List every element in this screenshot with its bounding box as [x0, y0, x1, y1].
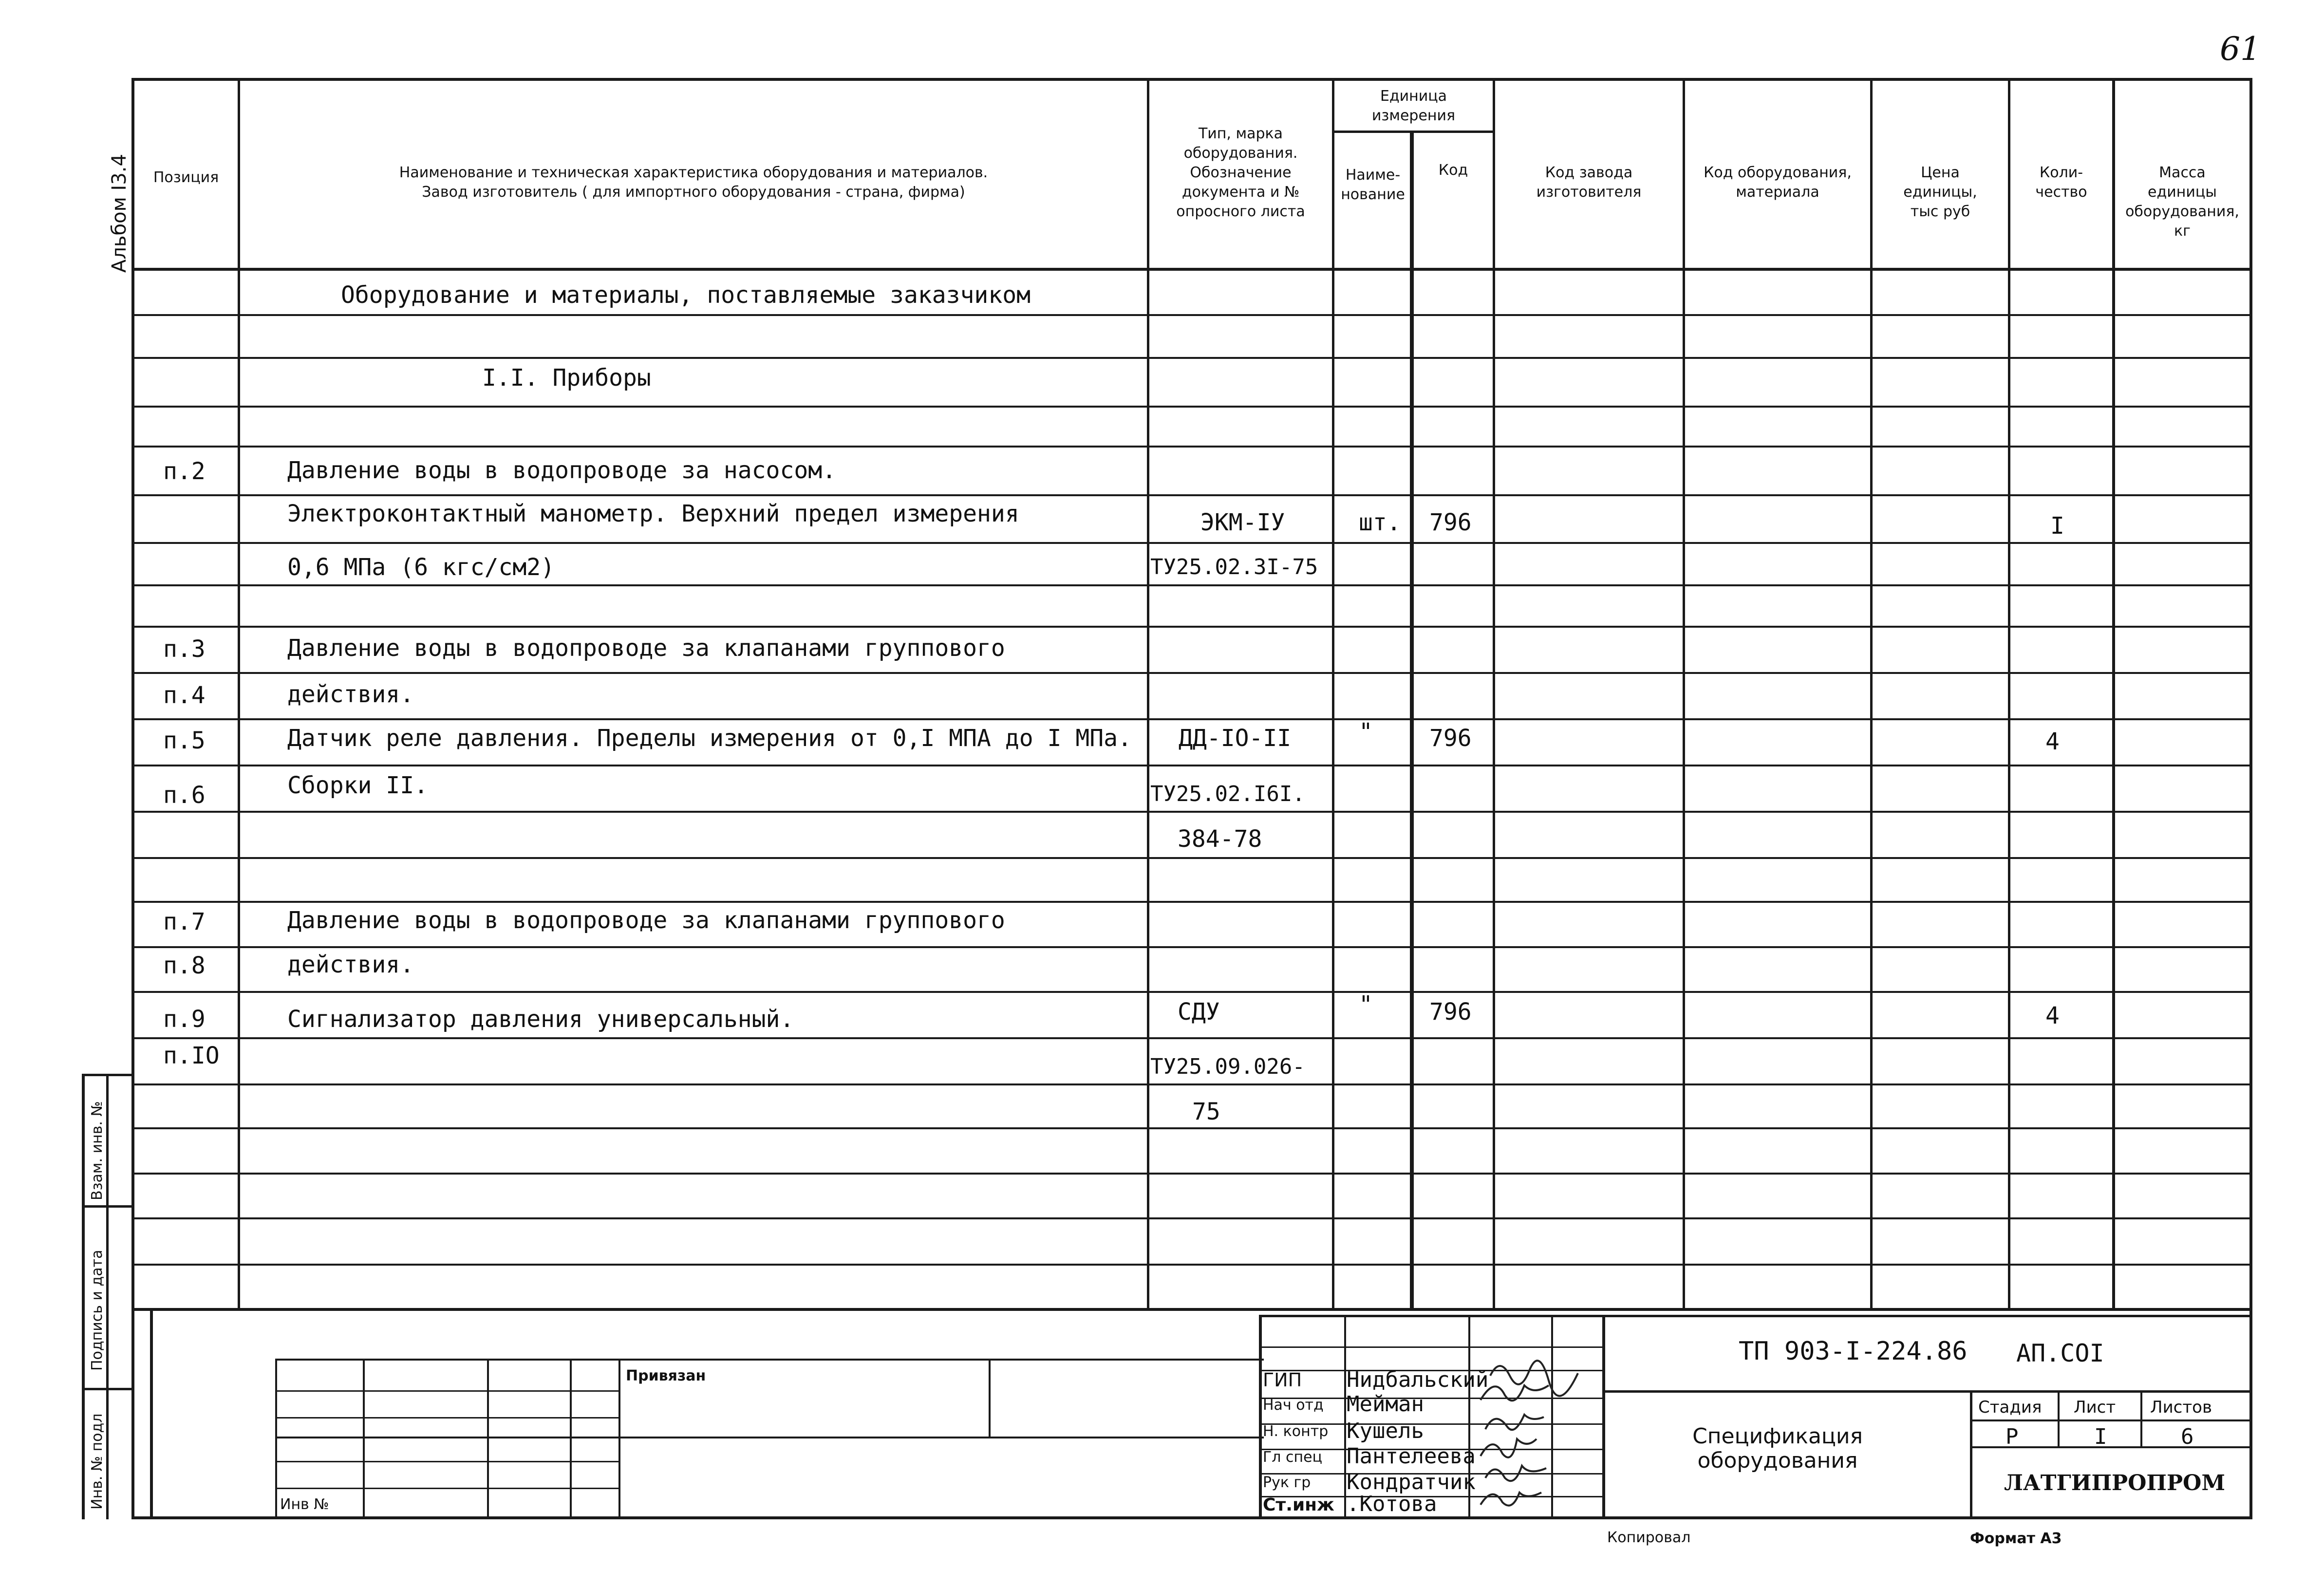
format-label: Формат А3	[1970, 1530, 2062, 1547]
header-unit-name: Наиме- нование	[1341, 167, 1405, 203]
header-divider	[131, 268, 2252, 271]
tb-line	[2058, 1390, 2060, 1448]
row-type: 75	[1192, 1098, 1220, 1125]
row-type: ДД-IO-II	[1179, 725, 1292, 752]
sheet-label: Лист	[2074, 1398, 2116, 1417]
row-type: ТУ25.02.3I-75	[1150, 555, 1318, 579]
header-unit-group: Единица измерения	[1371, 88, 1456, 124]
role-n-kontr: Н. контр	[1263, 1423, 1329, 1440]
frame-left	[131, 78, 134, 1519]
stage-value: Р	[2005, 1424, 2019, 1449]
row-qty: 4	[2045, 1002, 2060, 1029]
tb-line	[1970, 1390, 1972, 1519]
frame-right	[2249, 78, 2252, 1519]
row-name: действия.	[287, 681, 414, 708]
col-line	[1332, 78, 1334, 1310]
row-type: 384-78	[1178, 825, 1262, 853]
row-type: ТУ25.02.I6I.	[1150, 782, 1305, 806]
album-label: Альбом I3.4	[108, 154, 131, 273]
tb-line	[1259, 1315, 1262, 1519]
row-line	[131, 946, 2252, 948]
tb-line	[1259, 1315, 2252, 1317]
row-line	[131, 718, 2252, 720]
sheets-label: Листов	[2150, 1398, 2212, 1417]
row-code: 796	[1429, 725, 1472, 752]
row-line	[131, 406, 2252, 408]
side-stamp-frame	[82, 1205, 134, 1208]
row-name: Давление воды в водопроводе за насосом.	[287, 457, 837, 484]
tb-line	[275, 1417, 618, 1419]
name-n-kontr: Кушель	[1347, 1419, 1424, 1443]
header-position: Позиция	[153, 169, 219, 186]
row-line	[131, 857, 2252, 859]
signature-scribbles	[1471, 1317, 1617, 1517]
stamp-inv-replace: Взам. инв. №	[89, 1101, 106, 1200]
row-code: 796	[1429, 998, 1472, 1026]
tb-line	[363, 1359, 365, 1519]
side-stamp-frame	[82, 1074, 134, 1076]
tb-line	[2140, 1390, 2142, 1448]
tb-line	[1970, 1419, 2252, 1421]
row-line	[131, 1217, 2252, 1219]
privyazan-label: Привязан	[626, 1367, 706, 1384]
name-gip: Нидбальский	[1347, 1367, 1489, 1392]
row-unit: шт.	[1359, 509, 1401, 536]
row-line	[131, 672, 2252, 674]
role-nach-otd: Нач отд	[1263, 1397, 1324, 1414]
stamp-inv-original: Инв. № подл	[89, 1413, 106, 1510]
row-position: п.4	[163, 682, 206, 709]
tb-line	[487, 1359, 489, 1519]
subsection-title: I.I. Приборы	[482, 364, 651, 392]
col-line	[238, 78, 240, 1310]
tb-line	[275, 1359, 1264, 1361]
sheets-value: 6	[2181, 1424, 2194, 1449]
row-name: Сборки II.	[287, 772, 428, 799]
col-line	[1493, 78, 1495, 1310]
row-line	[131, 1083, 2252, 1085]
tb-line	[1602, 1390, 2252, 1393]
role-gip: ГИП	[1263, 1369, 1302, 1391]
copied-label: Копировал	[1607, 1529, 1691, 1546]
row-position: п.8	[163, 952, 206, 979]
row-line	[131, 584, 2252, 586]
stamp-sign-date: Подпись и дата	[89, 1250, 106, 1371]
col-line	[1870, 78, 1873, 1310]
header-quantity: Коли- чество	[2035, 164, 2087, 201]
row-line	[131, 494, 2252, 496]
unit-group-divider	[1332, 131, 1495, 133]
row-line	[131, 626, 2252, 628]
tb-line	[618, 1359, 620, 1519]
row-line	[131, 542, 2252, 544]
header-price: Цена единицы, тыс руб	[1903, 164, 1977, 220]
tb-line	[1344, 1315, 1346, 1519]
role-st-inzh: Ст.инж	[1263, 1495, 1334, 1515]
row-line	[131, 1308, 2252, 1311]
row-position: п.IO	[163, 1042, 220, 1069]
row-line	[131, 1173, 2252, 1175]
row-code: 796	[1429, 509, 1472, 536]
section-title: Оборудование и материалы, поставляемые заказчиком	[341, 281, 1031, 309]
tb-line	[275, 1437, 1264, 1438]
row-line	[131, 765, 2252, 766]
header-name: Наименование и техническая характеристика оборудования и материалов. Завод изготовитель ( для импортного оборудования - страна, фирма)	[399, 164, 988, 201]
row-position: п.9	[163, 1006, 206, 1033]
row-name: Давление воды в водопроводе за клапанами группового	[287, 907, 1005, 934]
frame-top	[131, 78, 2252, 81]
row-unit: "	[1359, 718, 1373, 746]
header-factory-code: Код завода изготовителя	[1536, 164, 1642, 201]
row-line	[131, 1127, 2252, 1129]
row-type: ТУ25.09.026-	[1150, 1054, 1305, 1079]
row-name: Электроконтактный манометр. Верхний предел измерения	[287, 500, 1019, 527]
row-line	[131, 1037, 2252, 1039]
row-line	[131, 357, 2252, 359]
header-mass: Масса единицы оборудования, кг	[2125, 164, 2239, 240]
name-st-inzh: .Котова	[1347, 1492, 1437, 1516]
row-type: СДУ	[1178, 998, 1220, 1026]
row-line	[131, 811, 2252, 813]
sheet-value: I	[2094, 1424, 2107, 1449]
col-line	[2008, 78, 2010, 1310]
row-position: п.7	[163, 908, 206, 935]
doc-sheet-code: АП.COI	[2016, 1339, 2104, 1367]
row-position: п.5	[163, 727, 206, 754]
name-nach-otd: Мейман	[1347, 1392, 1424, 1417]
row-position: п.3	[163, 635, 206, 663]
row-position: п.2	[163, 458, 206, 485]
name-ruk-gr: Кондратчик	[1347, 1470, 1476, 1494]
header-type: Тип, марка оборудования. Обозначение документа и № опросного листа	[1176, 125, 1305, 220]
col-line	[1147, 78, 1149, 1310]
name-gl-spec: Пантелеева	[1347, 1444, 1476, 1469]
row-name: действия.	[287, 951, 414, 978]
row-line	[131, 446, 2252, 448]
row-line	[131, 1264, 2252, 1266]
organization: ЛАТГИПРОПРОМ	[2004, 1471, 2226, 1495]
row-name: 0,6 МПа (6 кгс/см2)	[287, 554, 555, 581]
tb-line	[570, 1359, 572, 1519]
tb-line	[989, 1359, 991, 1437]
page-number: 61	[2220, 30, 2261, 68]
header-equipment-code: Код оборудования, материала	[1704, 164, 1852, 201]
row-name: Сигнализатор давления универсальный.	[287, 1006, 794, 1033]
row-type: ЭКМ-IУ	[1200, 509, 1285, 536]
row-qty: I	[2050, 512, 2064, 540]
col-line	[1410, 131, 1414, 1310]
stage-label: Стадия	[1978, 1398, 2042, 1417]
col-line	[1683, 78, 1685, 1310]
row-line	[131, 901, 2252, 903]
inv-no-label: Инв №	[280, 1496, 329, 1513]
tb-line	[275, 1359, 277, 1519]
role-gl-spec: Гл спец	[1263, 1449, 1322, 1466]
row-line	[131, 314, 2252, 316]
row-line	[131, 991, 2252, 993]
tb-line	[275, 1390, 618, 1392]
row-name: Давление воды в водопроводе за клапанами группового	[287, 635, 1005, 662]
side-stamp-frame	[82, 1388, 134, 1390]
doc-code: ТП 903-I-224.86	[1739, 1337, 1968, 1366]
row-position: п.6	[163, 782, 206, 809]
side-stamp-frame	[106, 1074, 109, 1519]
tb-line	[275, 1488, 618, 1489]
tb-line	[150, 1308, 153, 1519]
row-qty: 4	[2045, 728, 2060, 755]
header-unit-code: Код	[1438, 162, 1468, 179]
row-unit: "	[1359, 991, 1373, 1018]
side-stamp-frame	[82, 1074, 85, 1519]
row-name: Датчик реле давления. Пределы измерения от 0,I МПА до I МПа.	[287, 725, 1132, 752]
col-line	[2112, 78, 2115, 1310]
role-ruk-gr: Рук гр	[1263, 1474, 1311, 1491]
frame-bottom	[131, 1516, 2252, 1519]
doc-title: Спецификация оборудования	[1692, 1424, 1863, 1473]
tb-line	[275, 1461, 618, 1462]
